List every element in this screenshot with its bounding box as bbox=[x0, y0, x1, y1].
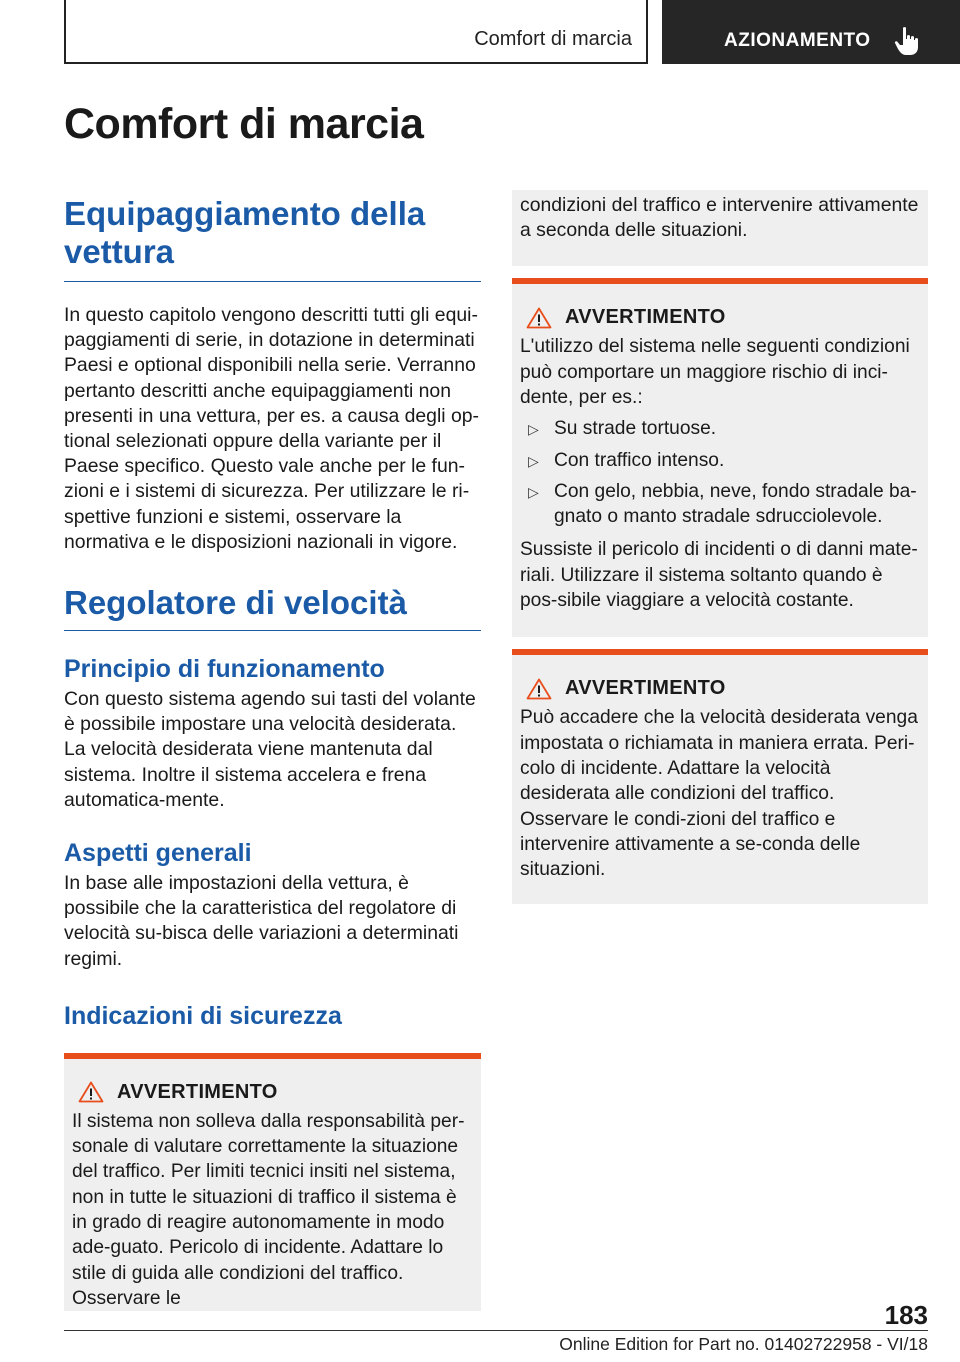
warning-continuation bbox=[512, 190, 928, 266]
general-heading: Aspetti generali bbox=[64, 839, 252, 868]
warning-box bbox=[512, 278, 928, 637]
warning-intro: L'utilizzo del sistema nelle seguenti condizioni può comportare un maggiore rischio di inci-dente, per es.: bbox=[520, 336, 910, 408]
general-body: In base alle impostazioni della vettura, è possibile che la caratteristica del regolatore di velocità su-bisca delle variazioni a determinati regimi. bbox=[64, 872, 459, 970]
warning-header bbox=[520, 677, 921, 700]
footer-rule bbox=[64, 1330, 928, 1331]
bullet-triangle-icon: ▷ bbox=[528, 452, 539, 469]
hand-pointer-icon bbox=[894, 26, 920, 56]
warning-triangle-icon bbox=[526, 307, 552, 329]
edition-info: Online Edition for Part no. 01402722958 - VI/18 bbox=[559, 1334, 928, 1354]
right-column bbox=[512, 190, 928, 904]
safety-heading: Indicazioni di sicurezza bbox=[64, 1001, 342, 1030]
warning-title: AVVERTIMENTO bbox=[565, 306, 726, 329]
header-section-title: Comfort di marcia bbox=[474, 28, 632, 50]
warning-title: AVVERTIMENTO bbox=[117, 1080, 278, 1103]
header-chapter-title: AZIONAMENTO bbox=[724, 30, 871, 51]
bullet-triangle-icon: ▷ bbox=[528, 483, 539, 500]
warning-triangle-icon bbox=[526, 678, 552, 700]
principle-body: Con questo sistema agendo sui tasti del volante è possibile impostare una velocità desiderata. La velocità desiderata viene mantenuta dal sistema. Inoltre il sistema accelera e frena automatica-mente. bbox=[64, 688, 476, 811]
left-column bbox=[64, 195, 481, 1311]
list-item: ▷ Con gelo, nebbia, neve, fondo stradale ba-gnato o manto stradale sdrucciolevole. bbox=[528, 480, 917, 528]
warning-header bbox=[72, 1081, 474, 1104]
warning-continuation-text: condizioni del traffico e intervenire attivamente a seconda delle situazioni. bbox=[520, 194, 919, 242]
list-item: ▷ Con traffico intenso. bbox=[520, 448, 921, 473]
warning-triangle-icon bbox=[78, 1081, 104, 1103]
principle-heading: Principio di funzionamento bbox=[64, 655, 385, 684]
list-item: ▷ Su strade tortuose. bbox=[520, 416, 921, 441]
warning-bullet-list bbox=[520, 416, 921, 529]
warning-title: AVVERTIMENTO bbox=[565, 677, 726, 700]
warning-box bbox=[64, 1053, 481, 1311]
page-number: 183 bbox=[884, 1300, 928, 1330]
warning-header bbox=[520, 306, 921, 329]
equipment-heading: Equipaggiamento della vettura bbox=[64, 195, 426, 270]
equipment-body: In questo capitolo vengono descritti tutti gli equi-paggiamenti di serie, in dotazione in determinati Paesi e optional disponibili nella serie. Verranno pertanto descritti anche equipaggiamenti non presenti in una vettura, per es. a causa degli op-tional selezionati oppure della variante per il Paese specifico. Questo vale anche per le fun-zioni e i sistemi di sicurezza. Per utilizzare le ri-spettive funzioni e sistemi, osservare la normativa e le disposizioni nazionali in vigore. bbox=[64, 304, 479, 553]
warning-body: Può accadere che la velocità desiderata venga impostata o richiamata in maniera errata. Peri-colo di incidente. Adattare la velocità desiderata alle condizioni del traffico. Osservare le condi-zioni del traffico e intervenire attivamente a se-conda delle situazioni. bbox=[520, 707, 918, 881]
warning-box bbox=[512, 649, 928, 904]
equipment-heading-rule bbox=[64, 281, 481, 282]
cruise-heading: Regolatore di velocità bbox=[64, 584, 407, 622]
warning-body: Il sistema non solleva dalla responsabilità per-sonale di valutare correttamente la situazione del traffico. Per limiti tecnici insiti nel sistema, non in tutte le situazioni di traffico il sistema è in grado di reagire autonomamente in modo ade-guato. Pericolo di incidente. Adattare lo stile di guida alle condizioni del traffico. Osservare le bbox=[72, 1110, 465, 1309]
warning-outro: Sussiste il pericolo di incidenti o di danni mate-riali. Utilizzare il sistema soltanto quando è pos-sibile viaggiare a velocità costante. bbox=[520, 539, 918, 612]
header-chapter-tab bbox=[662, 0, 960, 64]
page-title: Comfort di marcia bbox=[64, 100, 424, 148]
cruise-heading-rule bbox=[64, 630, 481, 631]
header-section-tab bbox=[64, 0, 648, 64]
bullet-triangle-icon: ▷ bbox=[528, 421, 539, 438]
